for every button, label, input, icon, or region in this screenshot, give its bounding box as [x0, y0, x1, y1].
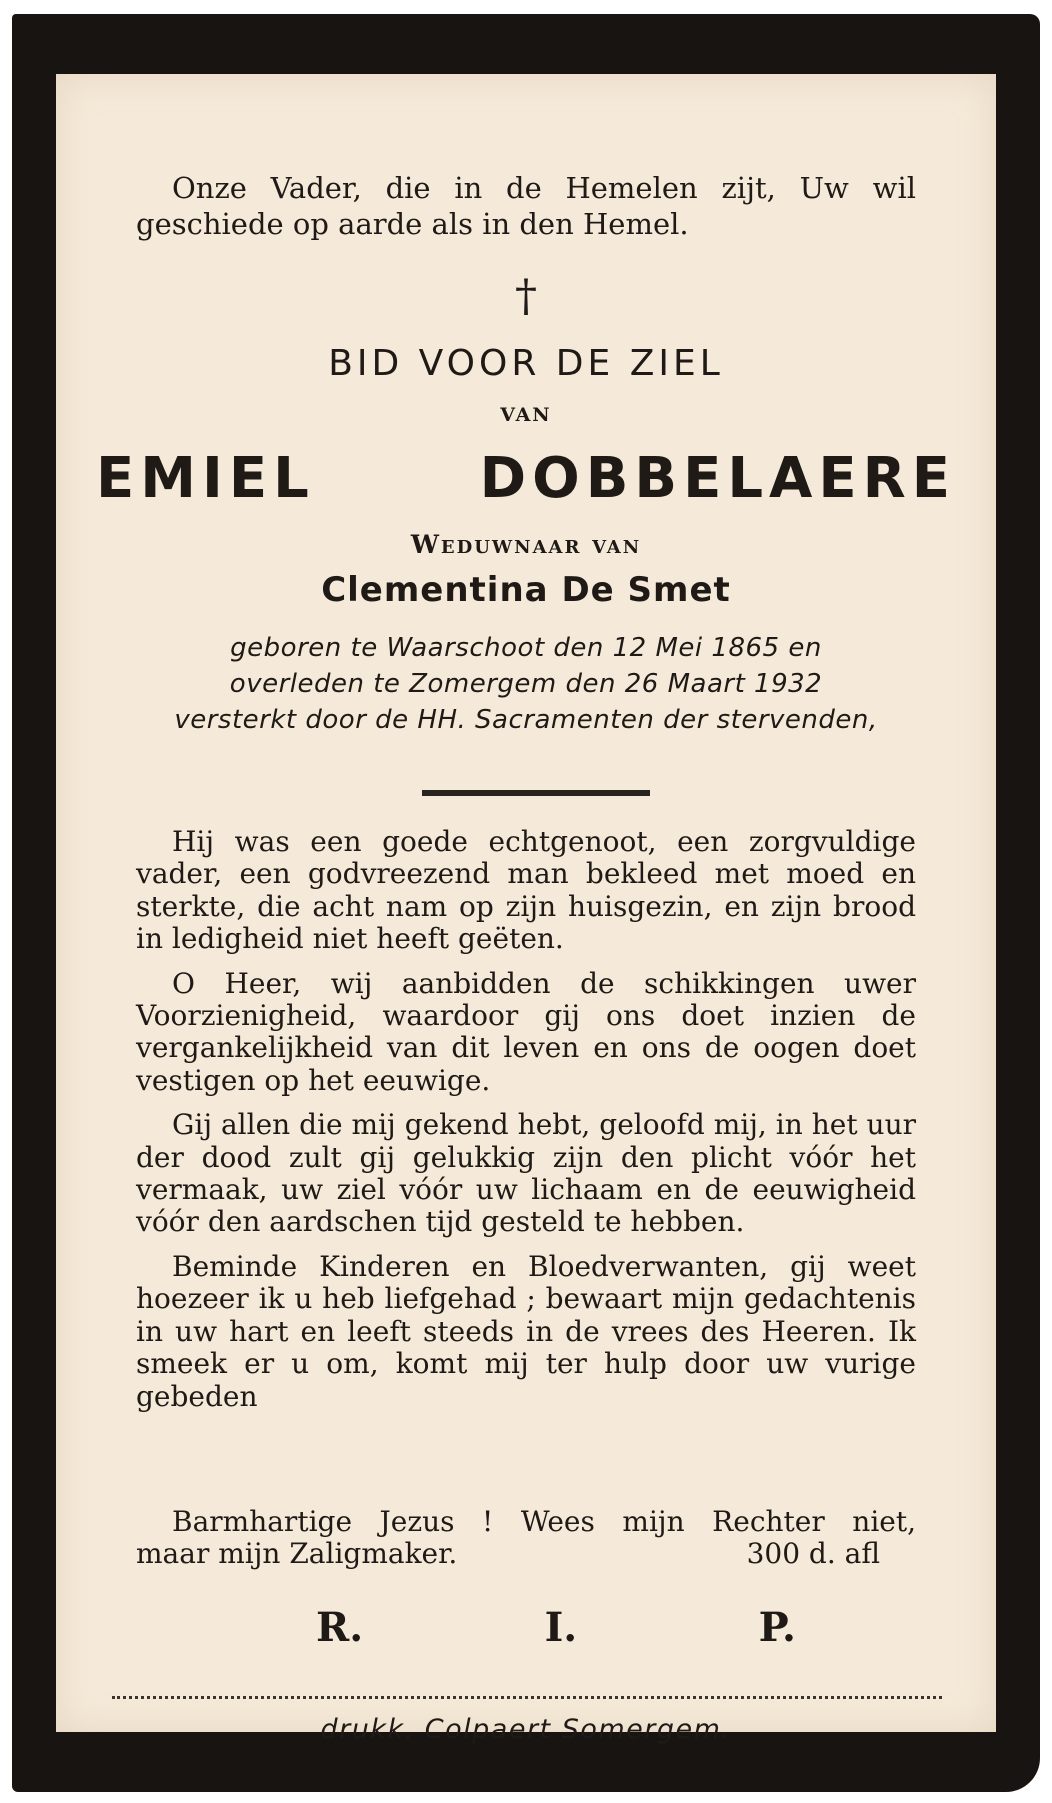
memorial-card-border	[12, 14, 1040, 1792]
closing-line-1: Barmhartige Jezus ! Wees mijn Rechter niet,	[172, 1505, 916, 1538]
divider	[422, 790, 650, 796]
death-line: overleden te Zomergem den 26 Maart 1932	[229, 669, 823, 699]
heading: BID VOOR DE ZIEL	[328, 343, 724, 384]
last-name: DOBBELAERE	[479, 446, 956, 511]
memorial-card	[56, 74, 996, 1745]
spouse-name: Clementina De Smet	[321, 570, 731, 610]
paragraph: Gij allen die mij gekend hebt, geloofd mij, in het uur der dood zult gij gelukkig zijn den plicht vóór het vermaak, uw ziel vóór uw lichaam en de eeuwigheid vóór den aardschen tijd gesteld te hebben.	[136, 1108, 916, 1239]
closing-text: maar mijn Zaligmaker.	[136, 1537, 458, 1570]
cross-icon: †	[515, 271, 537, 322]
paragraph: Hij was een goede echtgenoot, een zorgvuldige vader, een godvreezend man bekleed met moed en sterkte, die acht nam op zijn huisgezin, en zijn brood in ledigheid niet heeft geëten.	[136, 825, 916, 956]
opening-prayer: Onze Vader, die in de Hemelen zijt, Uw wil geschiede op aarde als in den Hemel.	[136, 171, 916, 241]
deceased-name	[96, 444, 956, 514]
birth-line: geboren te Waarschoot den 12 Mei 1865 en	[230, 633, 822, 663]
closing-prayer	[136, 1506, 916, 1570]
rip-letter: R.	[316, 1604, 364, 1651]
van-label: VAN	[500, 404, 552, 426]
paragraph: O Heer, wij aanbidden de schikkingen uwer Voorzienigheid, waardoor gij ons doet inzien de vergankelijkheid van dit leven en ons de oogen doet vestigen op het eeuwige.	[136, 966, 916, 1097]
rip	[316, 1604, 796, 1651]
dotted-divider	[112, 1696, 942, 1699]
eulogy-text	[136, 826, 916, 1425]
rip-letter: P.	[758, 1604, 796, 1651]
paragraph: Beminde Kinderen en Bloedverwanten, gij weet hoezeer ik u heb liefgehad ; bewaart mijn gedachtenis in uw hart en leeft steeds in de vrees des Heeren. Ik smeek er u om, komt mij ter hulp door uw vurige gebeden	[136, 1249, 916, 1413]
closing-line-2	[136, 1538, 916, 1570]
life-dates	[56, 630, 996, 738]
rip-letter: I.	[544, 1604, 578, 1651]
widower-label: Weduwnaar van	[410, 530, 642, 559]
indulgence-note: 300 d. afl	[746, 1537, 880, 1570]
sacraments-line: versterkt door de HH. Sacramenten der stervenden,	[174, 705, 878, 735]
printer-credit: drukk. Colpaert Somergem.	[320, 1714, 732, 1745]
first-name: EMIEL	[96, 446, 315, 511]
